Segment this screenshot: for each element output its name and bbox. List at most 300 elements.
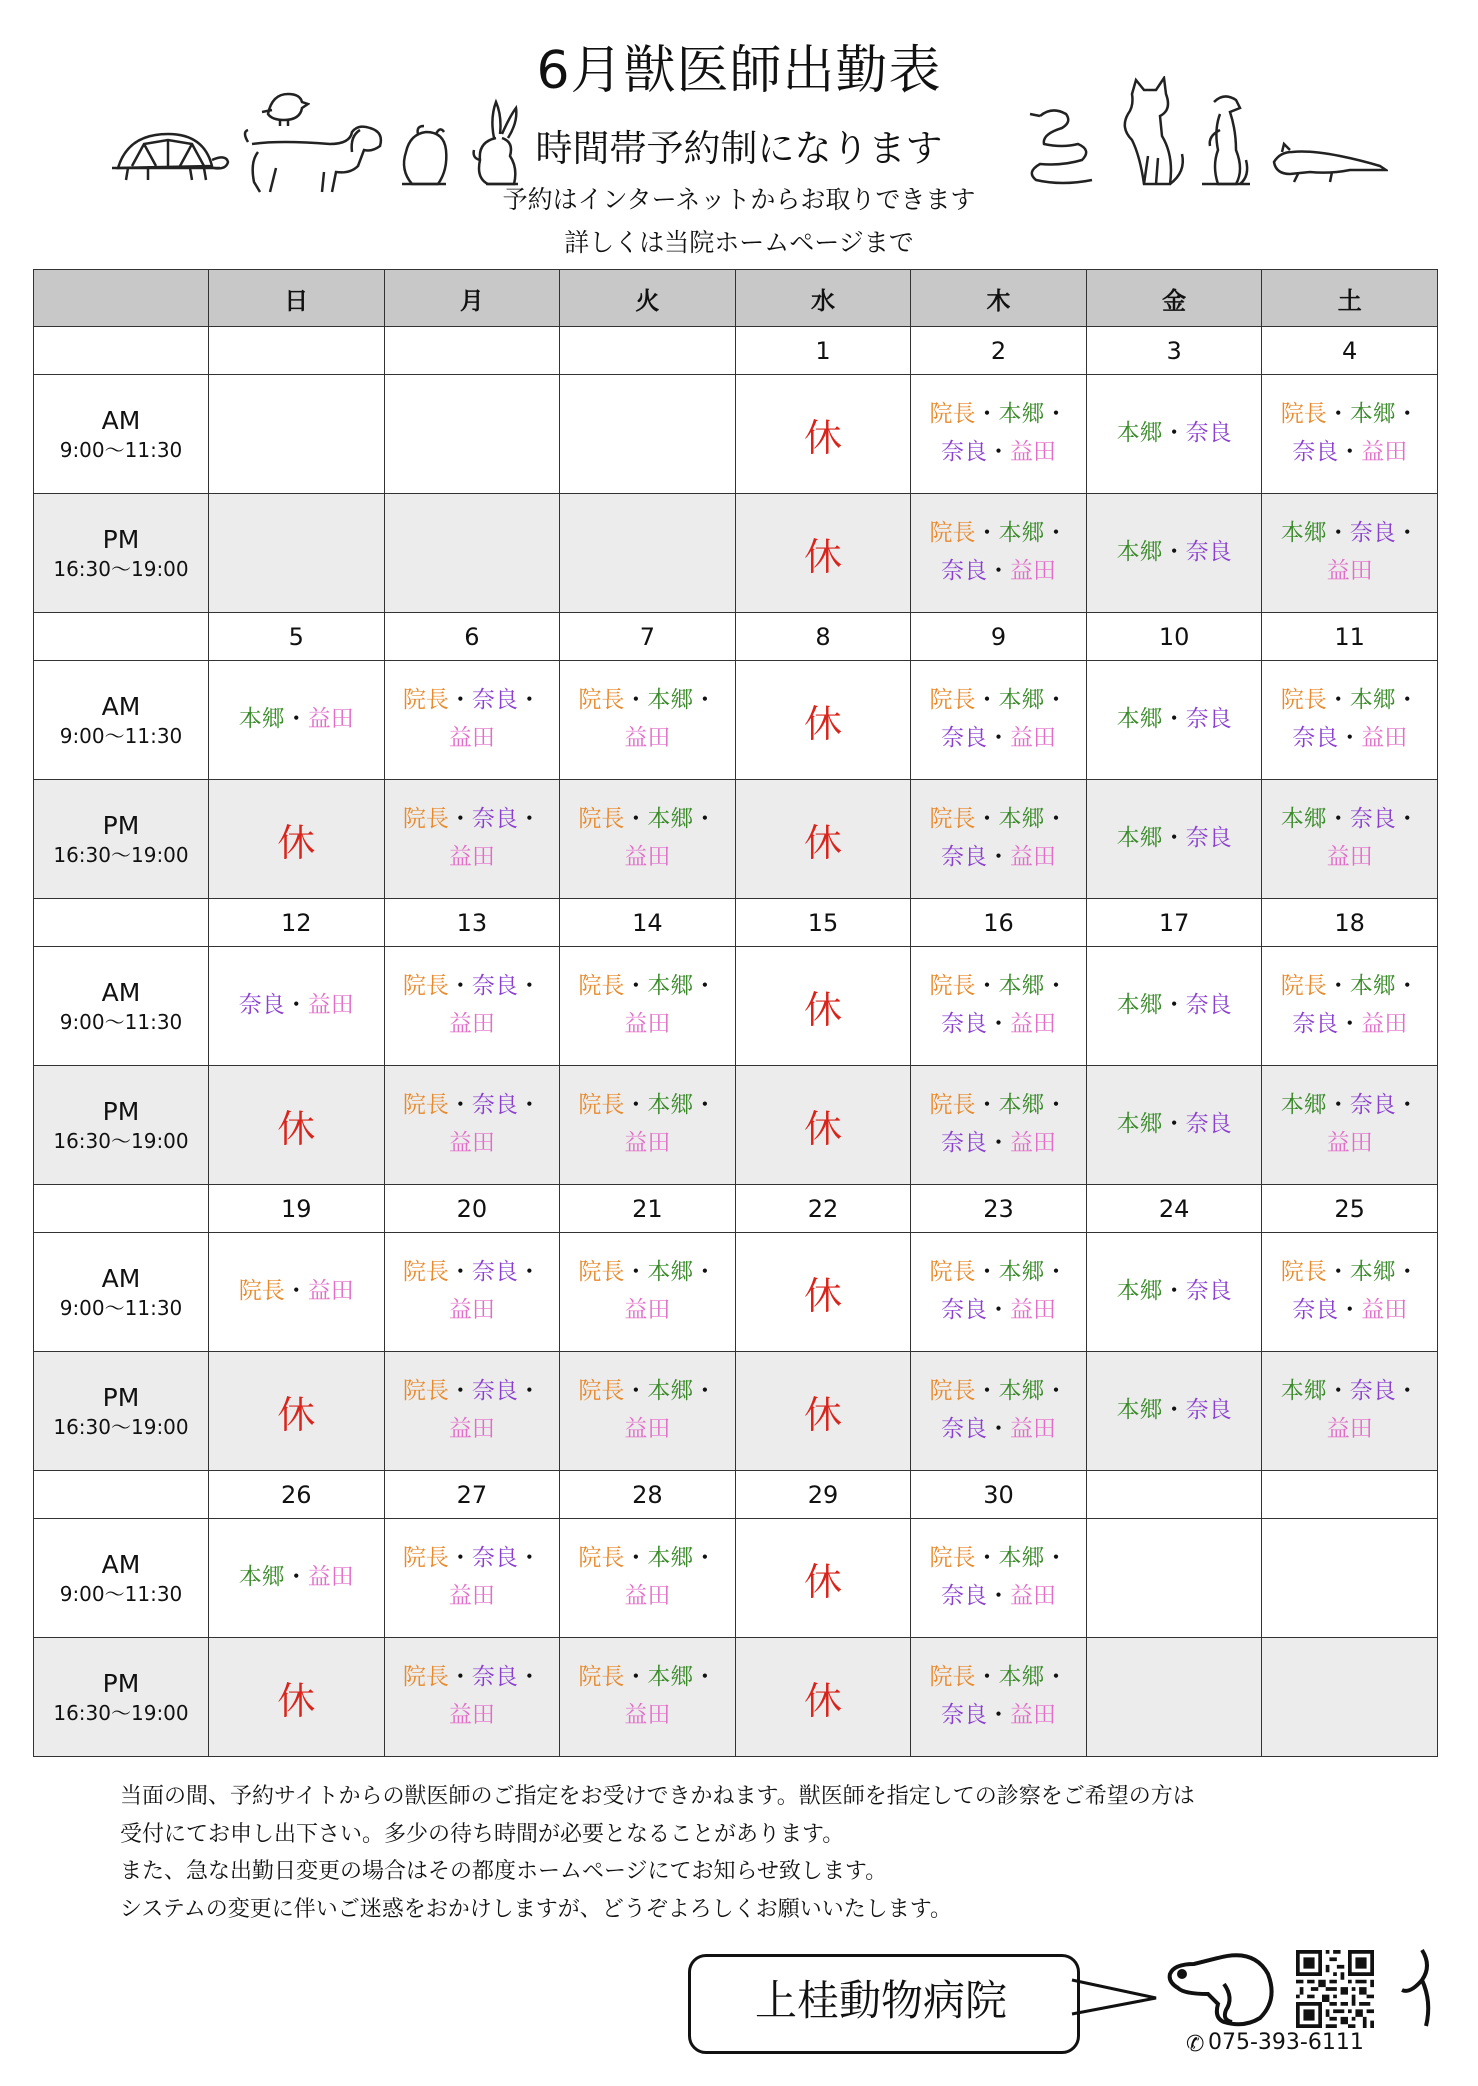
date-cell: 10 xyxy=(1086,613,1262,661)
vet-name: 本郷 xyxy=(1116,420,1163,447)
separator-dot: ・ xyxy=(624,1378,648,1405)
vet-name: 院長 xyxy=(238,1278,285,1305)
vet-name: 益田 xyxy=(307,706,354,733)
page-title: 6月獣医師出勤表 xyxy=(536,41,942,101)
vet-name: 本郷 xyxy=(1349,401,1396,428)
homepage-note: 詳しくは当院ホームページまで xyxy=(564,228,914,257)
vet-name: 益田 xyxy=(1010,1416,1057,1442)
date-row-label xyxy=(34,1185,209,1233)
weekday-header: 日 xyxy=(209,270,385,327)
separator-dot: ・ xyxy=(987,1416,1011,1442)
date-cell: 19 xyxy=(209,1185,385,1233)
closed-mark: 休 xyxy=(803,1106,842,1151)
closed-mark: 休 xyxy=(803,1273,842,1318)
schedule-cell xyxy=(1262,661,1438,780)
vet-name: 益田 xyxy=(1010,725,1057,751)
vet-name: 奈良 xyxy=(941,1702,988,1728)
vet-name: 院長 xyxy=(402,1545,449,1572)
schedule-cell xyxy=(911,1638,1087,1757)
separator-dot: ・ xyxy=(987,1011,1011,1037)
separator-dot: ・ xyxy=(448,1259,472,1286)
separator-dot: ・ xyxy=(975,1092,999,1119)
separator-dot: ・ xyxy=(975,1259,999,1286)
am-label: AM xyxy=(101,1549,141,1579)
vet-name: 奈良 xyxy=(941,1416,988,1442)
closed-mark: 休 xyxy=(277,1106,316,1151)
vet-name: 益田 xyxy=(1010,1702,1057,1728)
am-row xyxy=(34,1519,1438,1638)
separator-dot: ・ xyxy=(517,687,541,714)
vet-name: 益田 xyxy=(1361,439,1408,465)
date-cell: 15 xyxy=(735,899,911,947)
reservation-note: 予約はインターネットからお取りできます xyxy=(502,185,976,214)
pm-time: 16:30〜19:00 xyxy=(53,1701,189,1726)
separator-dot: ・ xyxy=(987,725,1011,751)
separator-dot: ・ xyxy=(1338,725,1362,751)
vet-name: 本郷 xyxy=(998,687,1045,714)
date-cell: 18 xyxy=(1262,899,1438,947)
vet-name: 益田 xyxy=(1010,1583,1057,1609)
date-cell: 6 xyxy=(384,613,560,661)
schedule-cell xyxy=(735,661,911,780)
weekday-header-row xyxy=(34,270,1438,327)
schedule-cell xyxy=(1262,1352,1438,1471)
pm-time: 16:30〜19:00 xyxy=(53,557,189,582)
separator-dot: ・ xyxy=(1326,973,1350,1000)
schedule-cell xyxy=(560,780,736,899)
vet-name: 院長 xyxy=(929,1092,976,1119)
vet-name: 益田 xyxy=(1326,1130,1373,1156)
separator-dot: ・ xyxy=(987,1583,1011,1609)
schedule-cell xyxy=(735,1066,911,1185)
separator-dot: ・ xyxy=(624,687,648,714)
date-cell: 20 xyxy=(384,1185,560,1233)
vet-name: 院長 xyxy=(402,806,449,833)
pm-time: 16:30〜19:00 xyxy=(53,1415,189,1440)
separator-dot: ・ xyxy=(693,687,717,714)
schedule-cell xyxy=(384,494,560,613)
vet-name: 奈良 xyxy=(471,973,518,1000)
separator-dot: ・ xyxy=(1395,401,1419,428)
footer-note-line: システムの変更に伴いご迷惑をおかけしますが、どうぞよろしくお願いいたします。 xyxy=(120,1896,953,1922)
schedule-cell xyxy=(384,661,560,780)
date-cell: 21 xyxy=(560,1185,736,1233)
vet-name: 奈良 xyxy=(1292,1297,1339,1323)
vet-name: 院長 xyxy=(578,973,625,1000)
schedule-cell xyxy=(560,494,736,613)
schedule-cell xyxy=(911,1352,1087,1471)
schedule-cell xyxy=(911,1066,1087,1185)
vet-name: 院長 xyxy=(1280,973,1327,1000)
vet-name: 奈良 xyxy=(471,1259,518,1286)
schedule-cell xyxy=(1262,1233,1438,1352)
separator-dot: ・ xyxy=(1044,401,1068,428)
vet-name: 益田 xyxy=(448,1702,495,1728)
schedule-cell xyxy=(1086,780,1262,899)
date-cell: 27 xyxy=(384,1471,560,1519)
separator-dot: ・ xyxy=(284,706,308,733)
vet-name: 院長 xyxy=(929,806,976,833)
vet-name: 奈良 xyxy=(1349,806,1396,833)
separator-dot: ・ xyxy=(624,1259,648,1286)
weekday-header: 火 xyxy=(560,270,736,327)
vet-name: 院長 xyxy=(929,401,976,428)
schedule-cell xyxy=(560,947,736,1066)
am-slot-label xyxy=(34,1233,209,1352)
schedule-cell xyxy=(735,494,911,613)
separator-dot: ・ xyxy=(1338,1297,1362,1323)
vet-name: 本郷 xyxy=(1280,1378,1327,1405)
vet-name: 奈良 xyxy=(1185,1397,1232,1424)
separator-dot: ・ xyxy=(975,1664,999,1691)
vet-name: 奈良 xyxy=(1185,420,1232,447)
vet-name: 益田 xyxy=(307,992,354,1019)
vet-name: 院長 xyxy=(1280,401,1327,428)
pm-row xyxy=(34,780,1438,899)
schedule-cell xyxy=(209,661,385,780)
schedule-cell xyxy=(1086,947,1262,1066)
schedule-cell xyxy=(1262,947,1438,1066)
schedule-cell xyxy=(560,1519,736,1638)
separator-dot: ・ xyxy=(975,1378,999,1405)
date-cell: 9 xyxy=(911,613,1087,661)
dog-logo-icon xyxy=(1164,1944,1278,2028)
vet-name: 益田 xyxy=(448,844,495,870)
vet-name: 院長 xyxy=(402,1092,449,1119)
vet-name: 奈良 xyxy=(1185,825,1232,852)
separator-dot: ・ xyxy=(1044,806,1068,833)
date-cell: 29 xyxy=(735,1471,911,1519)
separator-dot: ・ xyxy=(693,1259,717,1286)
separator-dot: ・ xyxy=(1162,539,1186,566)
separator-dot: ・ xyxy=(1162,706,1186,733)
schedule-cell xyxy=(209,494,385,613)
footer-note-line: 当面の間、予約サイトからの獣医師のご指定をお受けできかねます。獣医師を指定しての診察をご希望の方は xyxy=(120,1784,1195,1809)
vet-name: 奈良 xyxy=(941,1130,988,1156)
vet-name: 本郷 xyxy=(1116,992,1163,1019)
vet-name: 院長 xyxy=(578,1664,625,1691)
vet-name: 本郷 xyxy=(998,1259,1045,1286)
date-cell: 23 xyxy=(911,1185,1087,1233)
vet-name: 奈良 xyxy=(471,1092,518,1119)
footer-note-line: 受付にてお申し出下さい。多少の待ち時間が必要となることがあります。 xyxy=(120,1821,845,1847)
date-cell: 25 xyxy=(1262,1185,1438,1233)
vet-name: 奈良 xyxy=(238,992,285,1019)
date-cell: 11 xyxy=(1262,613,1438,661)
schedule-table xyxy=(33,269,1438,1757)
schedule-cell xyxy=(1086,1638,1262,1757)
vet-name: 奈良 xyxy=(941,558,988,584)
date-cell: 1 xyxy=(735,327,911,375)
separator-dot: ・ xyxy=(1395,1259,1419,1286)
weekday-header: 水 xyxy=(735,270,911,327)
vet-name: 益田 xyxy=(624,1297,671,1323)
schedule-cell xyxy=(560,1233,736,1352)
vet-name: 本郷 xyxy=(238,1564,285,1591)
vet-name: 益田 xyxy=(624,844,671,870)
date-cell: 5 xyxy=(209,613,385,661)
phone-icon: ✆ xyxy=(1186,2032,1205,2057)
vet-name: 益田 xyxy=(1326,558,1373,584)
vet-name: 本郷 xyxy=(1349,1259,1396,1286)
vet-name: 本郷 xyxy=(647,1664,694,1691)
vet-name: 益田 xyxy=(1010,1011,1057,1037)
schedule-cell xyxy=(735,780,911,899)
vet-name: 本郷 xyxy=(1280,520,1327,547)
vet-name: 本郷 xyxy=(647,1092,694,1119)
am-time: 9:00〜11:30 xyxy=(59,438,183,463)
separator-dot: ・ xyxy=(1044,520,1068,547)
schedule-cell xyxy=(560,1352,736,1471)
separator-dot: ・ xyxy=(987,439,1011,465)
schedule-cell xyxy=(209,1519,385,1638)
separator-dot: ・ xyxy=(1162,1397,1186,1424)
schedule-cell xyxy=(1086,1233,1262,1352)
date-cell: 30 xyxy=(911,1471,1087,1519)
vet-name: 本郷 xyxy=(998,401,1045,428)
vet-name: 院長 xyxy=(402,1664,449,1691)
am-label: AM xyxy=(101,691,141,721)
vet-name: 奈良 xyxy=(1292,725,1339,751)
separator-dot: ・ xyxy=(448,806,472,833)
weekday-header: 木 xyxy=(911,270,1087,327)
vet-name: 院長 xyxy=(402,687,449,714)
separator-dot: ・ xyxy=(1162,420,1186,447)
date-cell: 16 xyxy=(911,899,1087,947)
date-cell xyxy=(209,327,385,375)
schedule-cell xyxy=(911,661,1087,780)
separator-dot: ・ xyxy=(1395,1092,1419,1119)
pm-label: PM xyxy=(102,1668,140,1698)
separator-dot: ・ xyxy=(975,806,999,833)
date-cell: 12 xyxy=(209,899,385,947)
hospital-name: 上桂動物病院 xyxy=(754,1976,1007,2025)
separator-dot: ・ xyxy=(975,401,999,428)
vet-name: 本郷 xyxy=(1116,706,1163,733)
schedule-cell xyxy=(1086,375,1262,494)
weekday-header: 月 xyxy=(384,270,560,327)
pm-time: 16:30〜19:00 xyxy=(53,843,189,868)
schedule-cell xyxy=(735,1519,911,1638)
schedule-cell xyxy=(209,1352,385,1471)
vet-name: 益田 xyxy=(1010,844,1057,870)
separator-dot: ・ xyxy=(517,1259,541,1286)
pm-slot-label xyxy=(34,780,209,899)
vet-name: 院長 xyxy=(929,1664,976,1691)
vet-name: 本郷 xyxy=(1116,825,1163,852)
schedule-cell xyxy=(209,1233,385,1352)
closed-mark: 休 xyxy=(803,415,842,460)
schedule-cell xyxy=(1262,1638,1438,1757)
vet-name: 本郷 xyxy=(1116,1278,1163,1305)
separator-dot: ・ xyxy=(1326,520,1350,547)
pm-label: PM xyxy=(102,1096,140,1126)
separator-dot: ・ xyxy=(975,1545,999,1572)
separator-dot: ・ xyxy=(1162,825,1186,852)
separator-dot: ・ xyxy=(1044,1092,1068,1119)
vet-name: 奈良 xyxy=(941,725,988,751)
closed-mark: 休 xyxy=(803,987,842,1032)
date-cell xyxy=(384,327,560,375)
vet-name: 益田 xyxy=(448,1297,495,1323)
date-row-label xyxy=(34,613,209,661)
footer-note-line: また、急な出勤日変更の場合はその都度ホームページにてお知らせ致します。 xyxy=(120,1859,888,1884)
separator-dot: ・ xyxy=(1162,1278,1186,1305)
vet-name: 奈良 xyxy=(941,1583,988,1609)
date-cell xyxy=(560,327,736,375)
separator-dot: ・ xyxy=(693,806,717,833)
vet-name: 院長 xyxy=(578,687,625,714)
vet-name: 益田 xyxy=(624,1011,671,1037)
separator-dot: ・ xyxy=(517,1378,541,1405)
vet-name: 院長 xyxy=(578,806,625,833)
vet-name: 奈良 xyxy=(1185,1111,1232,1138)
vet-name: 本郷 xyxy=(1349,687,1396,714)
vet-name: 本郷 xyxy=(1349,973,1396,1000)
separator-dot: ・ xyxy=(284,1564,308,1591)
am-time: 9:00〜11:30 xyxy=(59,1296,183,1321)
vet-name: 奈良 xyxy=(941,1297,988,1323)
pm-row xyxy=(34,1066,1438,1185)
date-row xyxy=(34,899,1438,947)
vet-name: 院長 xyxy=(578,1378,625,1405)
vet-name: 益田 xyxy=(1010,439,1057,465)
separator-dot: ・ xyxy=(987,558,1011,584)
vet-name: 院長 xyxy=(402,1259,449,1286)
vet-name: 院長 xyxy=(929,1545,976,1572)
separator-dot: ・ xyxy=(624,1545,648,1572)
separator-dot: ・ xyxy=(1162,992,1186,1019)
schedule-cell xyxy=(911,375,1087,494)
date-cell: 13 xyxy=(384,899,560,947)
schedule-cell xyxy=(1086,1352,1262,1471)
closed-mark: 休 xyxy=(277,820,316,865)
vet-name: 本郷 xyxy=(647,973,694,1000)
schedule-cell xyxy=(209,1638,385,1757)
separator-dot: ・ xyxy=(1326,1378,1350,1405)
pm-row xyxy=(34,494,1438,613)
schedule-cell xyxy=(911,494,1087,613)
vet-name: 奈良 xyxy=(471,806,518,833)
vet-name: 院長 xyxy=(578,1092,625,1119)
separator-dot: ・ xyxy=(693,973,717,1000)
vet-name: 本郷 xyxy=(998,806,1045,833)
weekday-header: 土 xyxy=(1262,270,1438,327)
vet-name: 奈良 xyxy=(941,844,988,870)
separator-dot: ・ xyxy=(1395,687,1419,714)
vet-name: 院長 xyxy=(402,1378,449,1405)
separator-dot: ・ xyxy=(448,1378,472,1405)
vet-name: 院長 xyxy=(1280,687,1327,714)
separator-dot: ・ xyxy=(975,687,999,714)
separator-dot: ・ xyxy=(1326,806,1350,833)
am-slot-label xyxy=(34,375,209,494)
am-row xyxy=(34,1233,1438,1352)
pm-slot-label xyxy=(34,1638,209,1757)
date-row xyxy=(34,1471,1438,1519)
vet-name: 奈良 xyxy=(1185,1278,1232,1305)
vet-name: 本郷 xyxy=(998,520,1045,547)
vet-name: 本郷 xyxy=(647,1259,694,1286)
date-cell: 8 xyxy=(735,613,911,661)
date-row xyxy=(34,613,1438,661)
vet-name: 益田 xyxy=(1010,558,1057,584)
schedule-cell xyxy=(560,1638,736,1757)
vet-name: 院長 xyxy=(402,973,449,1000)
schedule-cell xyxy=(1262,494,1438,613)
vet-name: 益田 xyxy=(624,1583,671,1609)
weekday-header: 金 xyxy=(1086,270,1262,327)
schedule-cell xyxy=(735,1638,911,1757)
am-row xyxy=(34,375,1438,494)
vet-name: 益田 xyxy=(448,1011,495,1037)
date-cell: 26 xyxy=(209,1471,385,1519)
vet-name: 本郷 xyxy=(1280,806,1327,833)
am-time: 9:00〜11:30 xyxy=(59,724,183,749)
schedule-cell xyxy=(1262,375,1438,494)
vet-name: 益田 xyxy=(448,1583,495,1609)
separator-dot: ・ xyxy=(517,1092,541,1119)
vet-name: 本郷 xyxy=(647,687,694,714)
vet-name: 奈良 xyxy=(1349,1378,1396,1405)
schedule-cell xyxy=(560,375,736,494)
schedule-cell xyxy=(560,661,736,780)
separator-dot: ・ xyxy=(1326,401,1350,428)
separator-dot: ・ xyxy=(693,1664,717,1691)
schedule-cell xyxy=(911,947,1087,1066)
schedule-cell xyxy=(1262,1066,1438,1185)
separator-dot: ・ xyxy=(1044,1378,1068,1405)
vet-name: 益田 xyxy=(307,1278,354,1305)
date-cell: 4 xyxy=(1262,327,1438,375)
closed-mark: 休 xyxy=(803,701,842,746)
separator-dot: ・ xyxy=(1044,1259,1068,1286)
closed-mark: 休 xyxy=(803,1559,842,1604)
separator-dot: ・ xyxy=(448,973,472,1000)
vet-name: 院長 xyxy=(929,520,976,547)
schedule-cell xyxy=(384,1233,560,1352)
schedule-cell xyxy=(384,375,560,494)
separator-dot: ・ xyxy=(1044,1664,1068,1691)
separator-dot: ・ xyxy=(448,1092,472,1119)
separator-dot: ・ xyxy=(624,806,648,833)
am-slot-label xyxy=(34,661,209,780)
schedule-cell xyxy=(384,1519,560,1638)
vet-name: 奈良 xyxy=(1292,439,1339,465)
date-cell: 7 xyxy=(560,613,736,661)
pm-row xyxy=(34,1638,1438,1757)
schedule-cell xyxy=(560,1066,736,1185)
schedule-cell xyxy=(735,1352,911,1471)
am-time: 9:00〜11:30 xyxy=(59,1582,183,1607)
separator-dot: ・ xyxy=(1044,687,1068,714)
vet-name: 本郷 xyxy=(998,1378,1045,1405)
separator-dot: ・ xyxy=(975,520,999,547)
vet-name: 奈良 xyxy=(1185,992,1232,1019)
schedule-cell xyxy=(1086,1519,1262,1638)
date-cell: 3 xyxy=(1086,327,1262,375)
vet-name: 奈良 xyxy=(1185,539,1232,566)
footer-notes xyxy=(120,1778,1195,1928)
schedule-cell xyxy=(209,375,385,494)
pm-slot-label xyxy=(34,1066,209,1185)
vet-name: 益田 xyxy=(448,725,495,751)
date-row-label xyxy=(34,327,209,375)
schedule-cell xyxy=(209,1066,385,1185)
closed-mark: 休 xyxy=(277,1392,316,1437)
vet-name: 本郷 xyxy=(1116,539,1163,566)
date-cell: 22 xyxy=(735,1185,911,1233)
